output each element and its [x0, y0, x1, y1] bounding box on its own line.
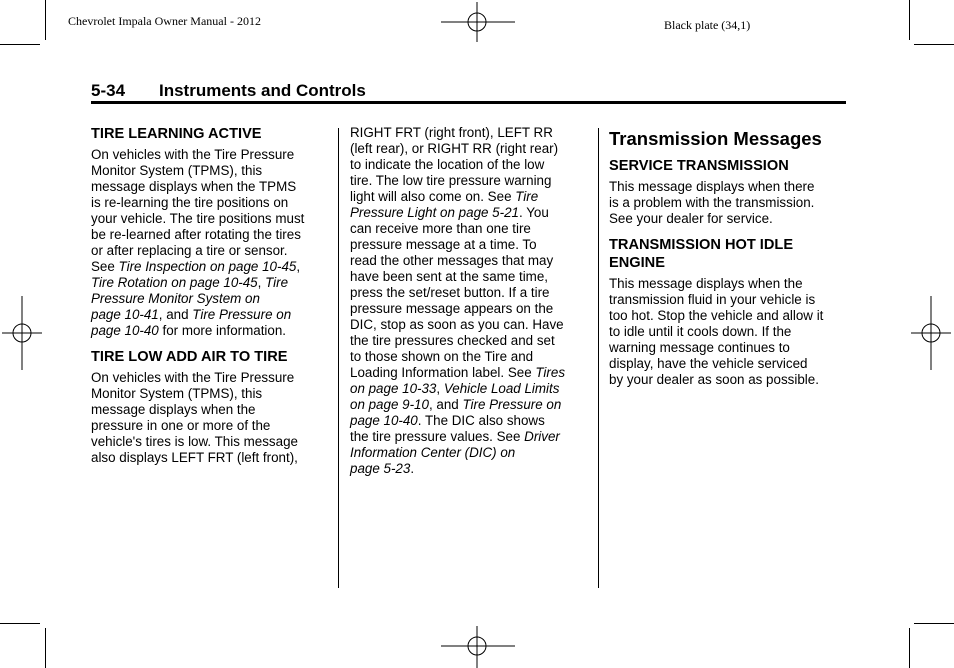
text-line [91, 259, 329, 275]
cross-reference-link[interactable]: on page 9-10 [350, 397, 429, 412]
paragraph-service-transmission [609, 179, 849, 227]
cross-reference-link[interactable]: Driver [524, 429, 560, 444]
text-line: be re-learned after rotating the tires [91, 227, 301, 242]
paragraph-tire-low-continued [350, 125, 590, 477]
text-line: See your dealer for service. [609, 211, 773, 226]
text-line [350, 397, 590, 413]
text-line [350, 461, 590, 477]
text-line: This message displays when there [609, 179, 815, 194]
paragraph-tire-learning [91, 147, 329, 339]
column-2 [350, 125, 590, 486]
text-run: , and [158, 307, 193, 322]
paragraph-tire-low [91, 370, 329, 466]
header-rule [91, 101, 846, 104]
cross-reference-link[interactable]: Tires [535, 365, 566, 380]
text-line [91, 323, 329, 339]
cross-reference-link[interactable]: Vehicle Load Limits [443, 381, 560, 396]
plate-label: Black plate (34,1) [664, 18, 751, 32]
cross-reference-link[interactable]: Tire Pressure on [462, 397, 562, 412]
text-run: for more information. [158, 323, 287, 338]
crop-mark [0, 44, 40, 45]
crop-mark [914, 44, 954, 45]
cross-reference-link[interactable]: page 10-41 [91, 307, 159, 322]
text-line: tire. The low tire pressure warning [350, 173, 552, 188]
column-divider [338, 128, 339, 588]
heading-service-transmission: SERVICE TRANSMISSION [609, 158, 789, 174]
text-line: (left rear), or RIGHT RR (right rear) [350, 141, 559, 156]
text-run: See [91, 259, 119, 274]
cross-reference-link[interactable]: Tire [265, 275, 289, 290]
text-line: Monitor System (TPMS), this [91, 386, 263, 401]
cross-reference-link[interactable]: Pressure Monitor System on [91, 291, 260, 306]
text-line: have been sent at the same time, [350, 269, 549, 284]
text-line: On vehicles with the Tire Pressure [91, 370, 295, 385]
text-line: the tire pressures checked and set [350, 333, 555, 348]
text-line: press the set/reset button. If a tire [350, 285, 550, 300]
text-line: to indicate the location of the low [350, 157, 545, 172]
text-line: or after replacing a tire or sensor. [91, 243, 288, 258]
text-line [350, 381, 590, 397]
crop-mark [909, 628, 910, 668]
crop-mark [0, 623, 40, 624]
text-run: light will also come on. See [350, 189, 516, 204]
text-run: . You [519, 205, 549, 220]
text-line: pressure message appears on the [350, 301, 554, 316]
text-line [91, 275, 329, 291]
registration-mark-icon [2, 296, 42, 370]
registration-mark-icon [441, 2, 515, 42]
cross-reference-link[interactable]: Pressure Light on page 5-21 [350, 205, 519, 220]
text-run: . [410, 461, 415, 476]
manual-title: Chevrolet Impala Owner Manual - 2012 [68, 14, 261, 28]
column-divider [598, 128, 599, 588]
cross-reference-link[interactable]: Tire Rotation on page 10-45 [91, 275, 258, 290]
section-title: Instruments and Controls [159, 81, 366, 100]
heading-tire-learning-active: TIRE LEARNING ACTIVE [91, 126, 262, 142]
text-line [350, 429, 590, 445]
cross-reference-link[interactable]: page 10-40 [350, 413, 418, 428]
text-line: to idle until it cools down. If the [609, 324, 792, 339]
heading-tire-low-add-air: TIRE LOW ADD AIR TO TIRE [91, 349, 288, 365]
text-line: This message displays when the [609, 276, 803, 291]
crop-mark [909, 0, 910, 40]
text-line: too hot. Stop the vehicle and allow it [609, 308, 824, 323]
text-line: On vehicles with the Tire Pressure [91, 147, 295, 162]
registration-mark-icon [911, 296, 951, 370]
text-line: also displays LEFT FRT (left front), [91, 450, 298, 465]
text-line [350, 205, 590, 221]
text-line: message displays when the TPMS [91, 179, 297, 194]
crop-mark [45, 0, 46, 40]
text-run: the tire pressure values. See [350, 429, 525, 444]
text-line [91, 291, 329, 307]
crop-mark [914, 623, 954, 624]
text-line: display, have the vehicle serviced [609, 356, 808, 371]
cross-reference-link[interactable]: Tire [515, 189, 539, 204]
text-line: DIC, stop as soon as you can. Have [350, 317, 564, 332]
text-line: transmission fluid in your vehicle is [609, 292, 816, 307]
text-line: message displays when the [91, 402, 256, 417]
text-line: pressure message at a time. To [350, 237, 537, 252]
text-line: Monitor System (TPMS), this [91, 163, 263, 178]
column-3 [609, 125, 849, 397]
text-run: , [257, 275, 266, 290]
text-line [350, 189, 590, 205]
text-line: by your dealer as soon as possible. [609, 372, 819, 387]
cross-reference-link[interactable]: on page 10-33 [350, 381, 437, 396]
text-line: pressure in one or more of the [91, 418, 271, 433]
text-run: , [436, 381, 444, 396]
page-number: 5-34 [91, 81, 126, 100]
heading-transmission-hot-idle-engine [609, 236, 849, 272]
text-line: read the other messages that may [350, 253, 554, 268]
crop-mark [45, 628, 46, 668]
text-run: , [296, 259, 301, 274]
column-1 [91, 125, 329, 475]
section-heading [91, 81, 366, 101]
text-line: vehicle's tires is low. This message [91, 434, 298, 449]
cross-reference-link[interactable]: page 10-40 [91, 323, 159, 338]
text-run: Loading Information label. See [350, 365, 536, 380]
heading-line: TRANSMISSION HOT IDLE [609, 237, 794, 253]
text-line [91, 307, 329, 323]
cross-reference-link[interactable]: Tire Pressure on [192, 307, 292, 322]
text-line [350, 413, 590, 429]
registration-mark-icon [441, 626, 515, 668]
cross-reference-link[interactable]: Information Center (DIC) on [350, 445, 516, 460]
cross-reference-link[interactable]: Tire Inspection on page 10-45 [118, 259, 297, 274]
text-line: can receive more than one tire [350, 221, 531, 236]
text-line: warning message continues to [609, 340, 790, 355]
text-line [350, 445, 590, 461]
text-run: . The DIC also shows [417, 413, 545, 428]
heading-transmission-messages: Transmission Messages [609, 128, 822, 149]
text-line: to those shown on the Tire and [350, 349, 534, 364]
heading-line: ENGINE [609, 255, 665, 271]
text-line: is a problem with the transmission. [609, 195, 815, 210]
text-line: RIGHT FRT (right front), LEFT RR [350, 125, 553, 140]
text-line: your vehicle. The tire positions must [91, 211, 305, 226]
text-line [350, 365, 590, 381]
paragraph-transmission-hot [609, 276, 849, 388]
text-line: is re-learning the tire positions on [91, 195, 289, 210]
text-run: , and [428, 397, 463, 412]
cross-reference-link[interactable]: page 5-23 [350, 461, 411, 476]
